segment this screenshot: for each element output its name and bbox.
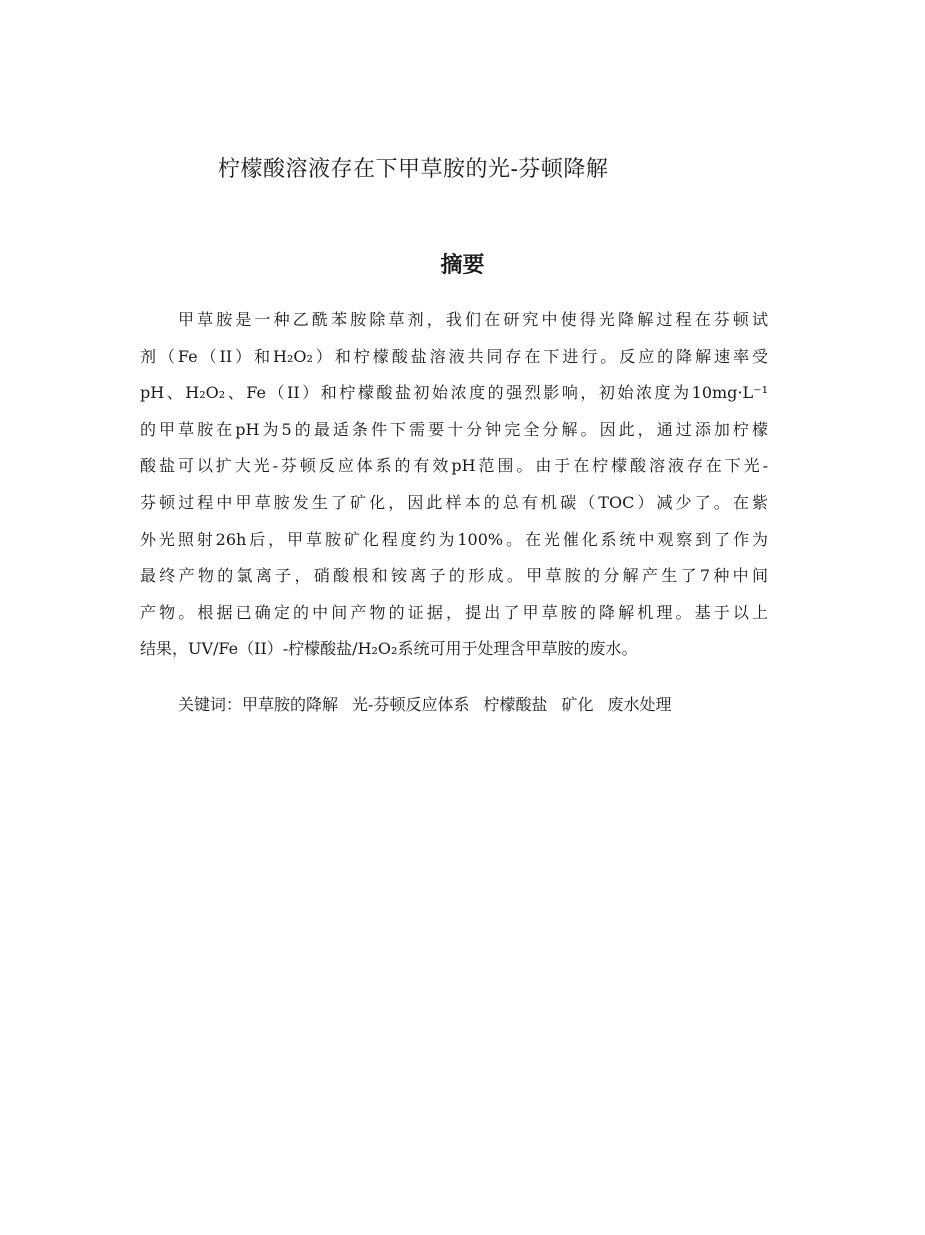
keyword-item: 矿化	[561, 695, 594, 714]
abstract-line: 的甲草胺在pH为5的最适条件下需要十分钟完全分解。因此，通过添加柠檬	[140, 419, 768, 439]
abstract-line: 外光照射26h后，甲草胺矿化程度约为100%。在光催化系统中观察到了作为	[140, 529, 768, 549]
keywords-label: 关键词：	[178, 695, 243, 714]
abstract-heading: 摘要	[440, 252, 485, 278]
keyword-item: 废水处理	[607, 695, 672, 714]
abstract-body	[140, 302, 768, 668]
abstract-line: pH、H₂O₂、Fe（II）和柠檬酸盐初始浓度的强烈影响，初始浓度为10mg·L⁻¹	[140, 383, 768, 403]
keyword-item: 柠檬酸盐	[483, 695, 548, 714]
page-title: 柠檬酸溶液存在下甲草胺的光-芬顿降解	[218, 157, 609, 182]
abstract-line: 最终产物的氯离子，硝酸根和铵离子的形成。甲草胺的分解产生了7种中间	[140, 566, 768, 586]
keywords	[178, 690, 686, 720]
abstract-line: 产物。根据已确定的中间产物的证据，提出了甲草胺的降解机理。基于以上	[140, 602, 768, 622]
keyword-item: 光-芬顿反应体系	[352, 695, 470, 714]
abstract-line: 剂（Fe（II）和H₂O₂）和柠檬酸盐溶液共同存在下进行。反应的降解速率受	[140, 346, 768, 366]
abstract-line: 芬顿过程中甲草胺发生了矿化，因此样本的总有机碳（TOC）减少了。在紫	[140, 492, 768, 512]
keyword-item: 甲草胺的降解	[242, 695, 339, 714]
abstract-line: 酸盐可以扩大光-芬顿反应体系的有效pH范围。由于在柠檬酸溶液存在下光-	[140, 456, 768, 476]
abstract-line: 结果，UV/Fe（II）-柠檬酸盐/H₂O₂系统可用于处理含甲草胺的废水。	[140, 639, 638, 659]
abstract-line: 甲草胺是一种乙酰苯胺除草剂，我们在研究中使得光降解过程在芬顿试	[178, 310, 768, 329]
